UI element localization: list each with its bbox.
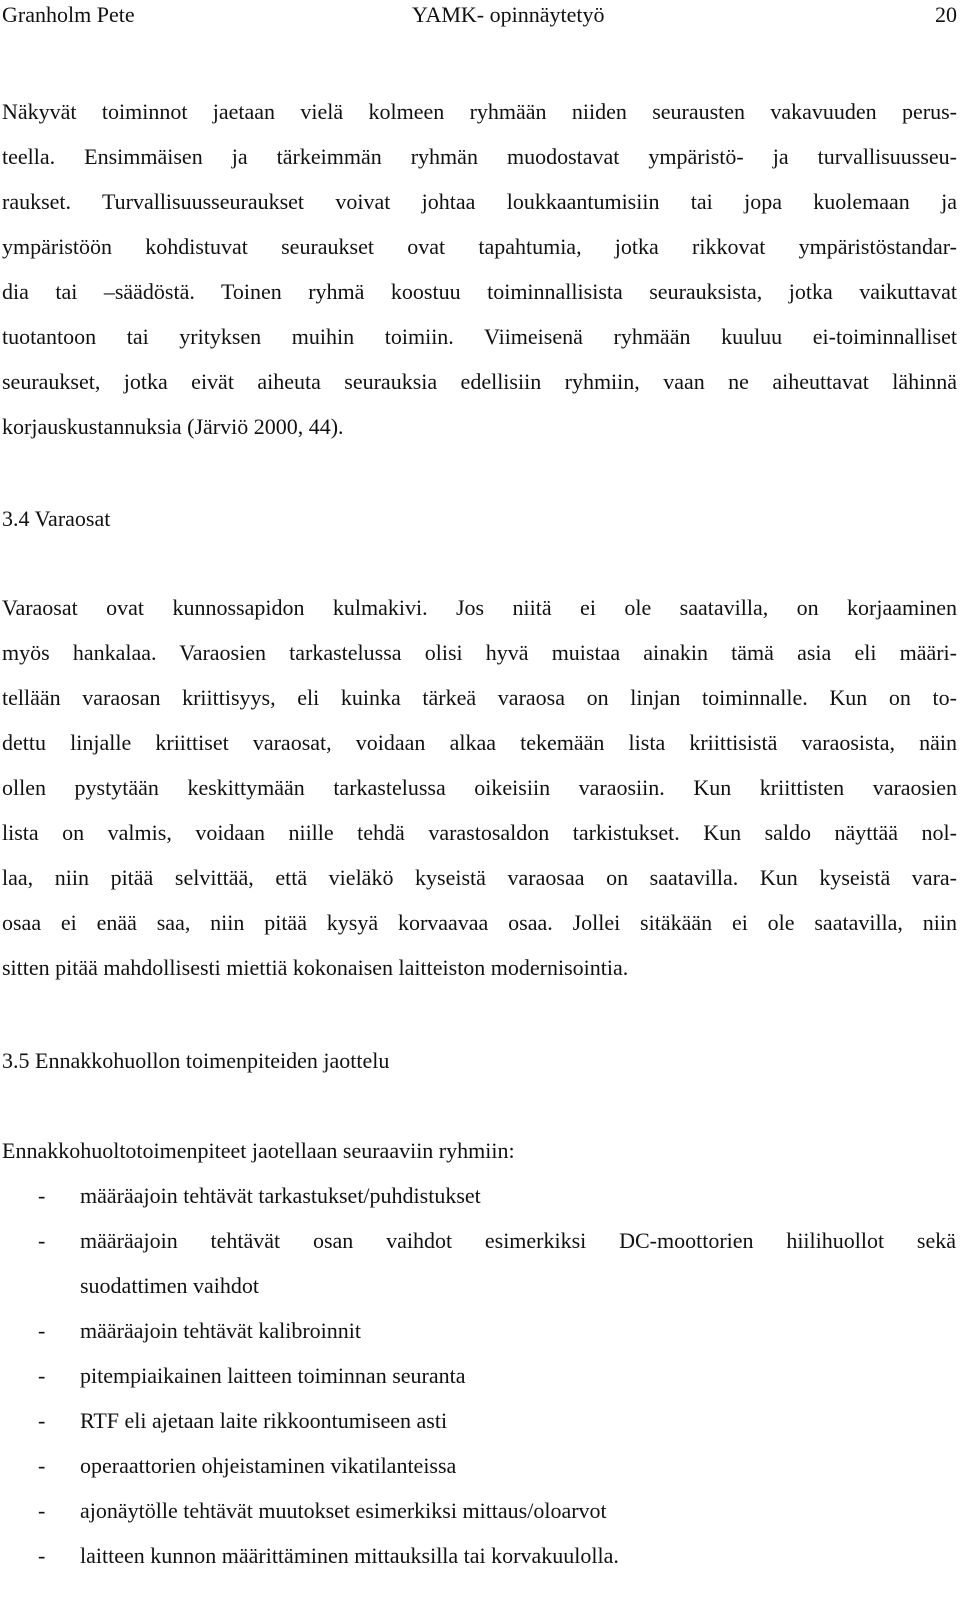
list-item [0, 1542, 960, 1570]
list-item [0, 1182, 960, 1210]
list-item-continuation [0, 1272, 960, 1300]
paragraph-line: ympäristöön kohdistuvat seuraukset ovat tapahtumia, jotka rikkovat ympäristöstandar- [2, 234, 957, 259]
bullet-dash: - [38, 1228, 46, 1253]
list-item [0, 1497, 960, 1525]
paragraph-line: ollen pystytään keskittymään tarkastelussa oikeisiin varaosiin. Kun kriittisten varaosien [2, 775, 957, 800]
paragraph-line: Näkyvät toiminnot jaetaan vielä kolmeen ryhmään niiden seurausten vakavuuden perus- [2, 99, 957, 124]
paragraph-line: teella. Ensimmäisen ja tärkeimmän ryhmän muodostavat ympäristö- ja turvallisuusseu- [2, 144, 957, 169]
header-page-number: 20 [935, 2, 957, 27]
list-item-text: RTF eli ajetaan laite rikkoontumiseen asti [80, 1408, 448, 1433]
paragraph-line: sitten pitää mahdollisesti miettiä kokonaisen laitteiston modernisointia. [2, 955, 629, 980]
section-heading-spare-parts: 3.4 Varaosat [2, 506, 111, 531]
list-item-text: pitempiaikainen laitteen toiminnan seuranta [80, 1363, 466, 1388]
bullet-dash: - [38, 1318, 46, 1343]
paragraph-line: korjauskustannuksia (Järviö 2000, 44). [2, 414, 344, 439]
list-item-text: ajonäytölle tehtävät muutokset esimerkiksi mittaus/oloarvot [80, 1498, 607, 1523]
paragraph-line: dia tai –säädöstä. Toinen ryhmä koostuu toiminnallisista seurauksista, jotka vaikuttavat [2, 279, 957, 304]
paragraph-line: lista on valmis, voidaan niille tehdä varastosaldon tarkistukset. Kun saldo näyttää nol- [2, 820, 957, 845]
bullet-dash: - [38, 1453, 46, 1478]
list-item [0, 1452, 960, 1480]
bullet-dash: - [38, 1543, 46, 1568]
list-item-text: määräajoin tehtävät kalibroinnit [80, 1318, 362, 1343]
list-item [0, 1227, 960, 1255]
bullet-dash: - [38, 1363, 46, 1388]
list-item-text: laitteen kunnon määrittäminen mittauksilla tai korvakuulolla. [80, 1543, 619, 1568]
list-item [0, 1407, 960, 1435]
paragraph-line: osaa ei enää saa, niin pitää kysyä korvaavaa osaa. Jollei sitäkään ei ole saatavilla, niin [2, 910, 957, 935]
paragraph-line: tellään varaosan kriittisyys, eli kuinka tärkeä varaosa on linjan toiminnalle. Kun on to- [2, 685, 957, 710]
page-header [0, 0, 960, 34]
bullet-dash: - [38, 1498, 46, 1523]
paragraph-line: Varaosat ovat kunnossapidon kulmakivi. Jos niitä ei ole saatavilla, on korjaaminen [2, 595, 957, 620]
list-item-text: määräajoin tehtävät tarkastukset/puhdistukset [80, 1183, 481, 1208]
bullet-dash: - [38, 1408, 46, 1433]
paragraph-line: dettu linjalle kriittiset varaosat, voidaan alkaa tekemään lista kriittisistä varaosista, näin [2, 730, 957, 755]
paragraph-line: laa, niin pitää selvittää, että vieläkö kyseistä varaosaa on saatavilla. Kun kyseistä vara- [2, 865, 957, 890]
bullet-dash: - [38, 1183, 46, 1208]
list-item-text: operaattorien ohjeistaminen vikatilanteissa [80, 1453, 457, 1478]
list-intro: Ennakkohuoltotoimenpiteet jaotellaan seuraaviin ryhmiin: [2, 1138, 515, 1163]
paragraph-line: raukset. Turvallisuusseuraukset voivat johtaa loukkaantumisiin tai jopa kuolemaan ja [2, 189, 957, 214]
header-title: YAMK- opinnäytetyö [412, 2, 605, 27]
list-item [0, 1362, 960, 1390]
section-heading-preventive-maintenance: 3.5 Ennakkohuollon toimenpiteiden jaottelu [2, 1048, 390, 1073]
list-item-text: määräajoin tehtävät osan vaihdot esimerkiksi DC-moottorien hiilihuollot sekä [80, 1228, 956, 1253]
paragraph-line: tuotantoon tai yrityksen muihin toimiin. Viimeisenä ryhmään kuuluu ei-toiminnalliset [2, 324, 957, 349]
list-item [0, 1317, 960, 1345]
header-author: Granholm Pete [2, 2, 135, 27]
paragraph-line: myös hankalaa. Varaosien tarkastelussa olisi hyvä muistaa ainakin tämä asia eli määri- [2, 640, 957, 665]
paragraph-line: seuraukset, jotka eivät aiheuta seurauksia edellisiin ryhmiin, vaan ne aiheuttavat lähinnä [2, 369, 957, 394]
list-item-text: suodattimen vaihdot [80, 1273, 260, 1298]
